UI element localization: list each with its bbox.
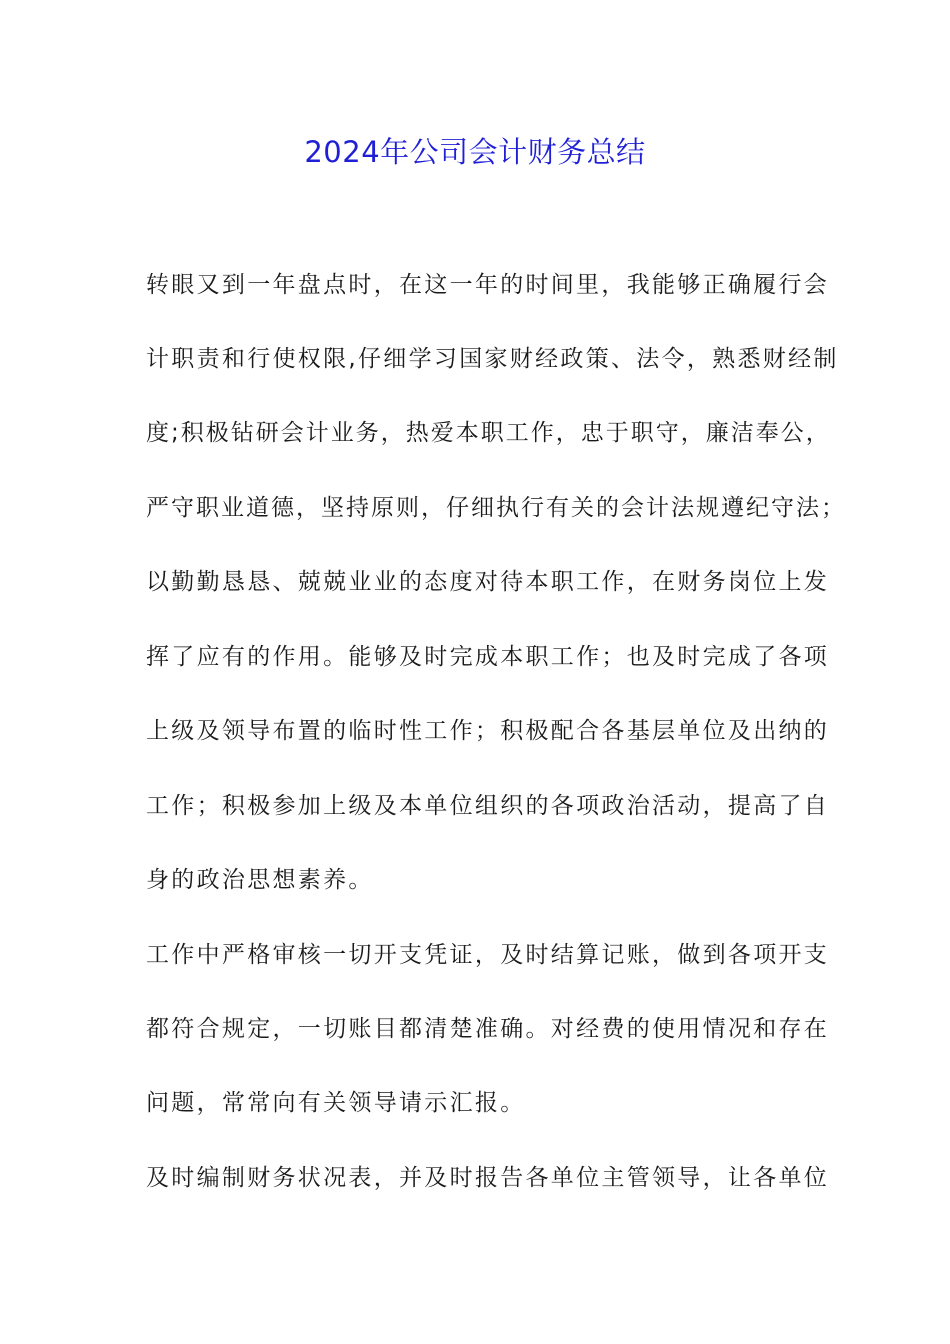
body-line: 问题，常常向有关领导请示汇报。	[146, 1090, 526, 1116]
body-line: 身的政治思想素养。	[146, 867, 374, 893]
body-line: 度;积极钻研会计业务，热爱本职工作，忠于职守，廉洁奉公，	[146, 420, 831, 446]
document-title: 2024年公司会计财务总结	[304, 135, 646, 169]
body-line: 转眼又到一年盘点时，在这一年的时间里，我能够正确履行会	[146, 272, 830, 298]
body-line: 工作；积极参加上级及本单位组织的各项政治活动，提高了自	[146, 793, 830, 819]
body-line: 计职责和行使权限,仔细学习国家财经政策、法令，熟悉财经制	[146, 346, 839, 372]
body-line: 及时编制财务状况表，并及时报告各单位主管领导，让各单位	[146, 1165, 830, 1191]
body-line: 以勤勤恳恳、兢兢业业的态度对待本职工作，在财务岗位上发	[146, 569, 830, 595]
body-line: 上级及领导布置的临时性工作；积极配合各基层单位及出纳的	[146, 718, 830, 744]
body-line: 工作中严格审核一切开支凭证，及时结算记账，做到各项开支	[146, 942, 830, 968]
body-line: 严守职业道德，坚持原则，仔细执行有关的会计法规遵纪守法；	[146, 495, 846, 521]
body-line: 挥了应有的作用。能够及时完成本职工作；也及时完成了各项	[146, 644, 830, 670]
body-line: 都符合规定，一切账目都清楚准确。对经费的使用情况和存在	[146, 1016, 830, 1042]
